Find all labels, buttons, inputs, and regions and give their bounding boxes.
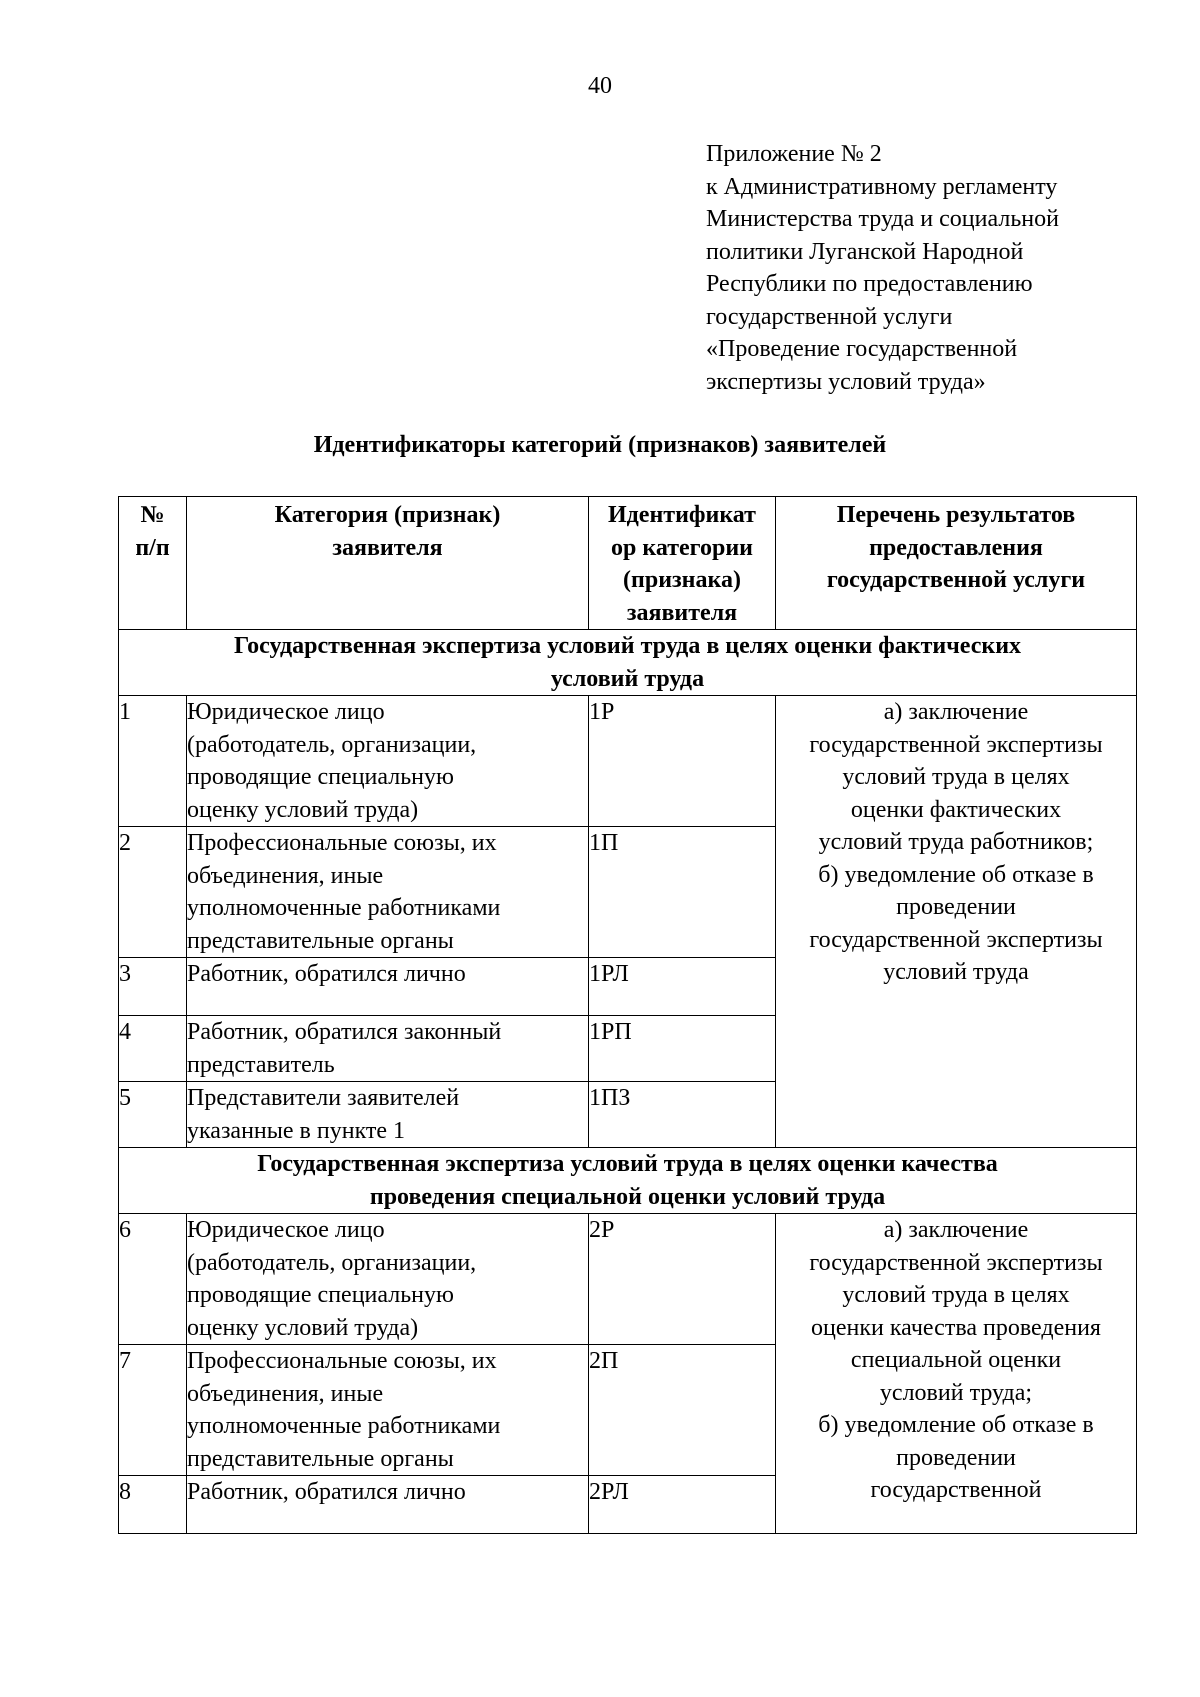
results-line: государственной xyxy=(870,1477,1042,1503)
category-line: Юридическое лицо xyxy=(187,1217,385,1243)
header-category xyxy=(187,497,589,630)
header-results-line: государственной услуги xyxy=(826,567,1086,593)
category-line: (работодатель, организации, xyxy=(187,1249,477,1276)
header-number xyxy=(119,497,187,630)
section-title xyxy=(119,630,1137,696)
section-title xyxy=(119,1148,1137,1214)
category-line: указанные в пункте 1 xyxy=(187,1117,406,1144)
category-line: Работник, обратился лично xyxy=(187,961,466,987)
section-row xyxy=(119,630,1137,696)
row-identifier: 1ПЗ xyxy=(589,1082,776,1148)
section-row xyxy=(119,1148,1137,1214)
header-identifier-line: заявителя xyxy=(626,599,738,626)
row-results xyxy=(776,696,1137,1148)
table-row xyxy=(119,696,1137,827)
appendix-line: Приложение № 2 xyxy=(706,141,882,167)
row-number: 3 xyxy=(119,958,187,1016)
appendix-line: экспертизы условий труда» xyxy=(706,368,986,395)
results-line: оценки качества проведения xyxy=(811,1314,1101,1341)
results-line: проведении xyxy=(896,894,1016,920)
section-title-line: условий труда xyxy=(550,665,705,692)
results-line: условий труда работников; xyxy=(818,829,1094,855)
header-results-line: Перечень результатов xyxy=(836,502,1076,528)
results-line: условий труда; xyxy=(879,1379,1033,1406)
row-number: 4 xyxy=(119,1016,187,1082)
results-line: специальной оценки xyxy=(850,1347,1062,1373)
category-line: оценку условий труда) xyxy=(187,796,419,823)
category-line: Работник, обратился законный xyxy=(187,1019,502,1045)
header-identifier xyxy=(589,497,776,630)
category-line: проводящие специальную xyxy=(187,1282,454,1308)
row-identifier: 1Р xyxy=(589,696,776,827)
category-line: Юридическое лицо xyxy=(187,699,385,725)
header-identifier-line: (признака) xyxy=(623,567,741,593)
row-identifier: 2П xyxy=(589,1345,776,1476)
header-category-line: Категория (признак) xyxy=(274,502,501,528)
row-category xyxy=(187,827,589,958)
row-number: 7 xyxy=(119,1345,187,1476)
header-identifier-line: Идентификат xyxy=(608,502,756,528)
appendix-line: «Проведение государственной xyxy=(706,336,1018,362)
table-header-row xyxy=(119,497,1137,630)
category-line: Работник, обратился лично xyxy=(187,1479,466,1505)
results-line: оценки фактических xyxy=(850,796,1062,823)
category-line: уполномоченные работниками xyxy=(187,895,501,921)
row-category xyxy=(187,1476,589,1534)
results-line: а) заключение xyxy=(883,1217,1029,1243)
results-line: государственной экспертизы xyxy=(809,731,1103,758)
header-results xyxy=(776,497,1137,630)
results-line: государственной экспертизы xyxy=(809,926,1103,953)
category-line: представитель xyxy=(187,1051,335,1078)
row-category xyxy=(187,958,589,1016)
row-identifier: 1РЛ xyxy=(589,958,776,1016)
row-number: 2 xyxy=(119,827,187,958)
results-line: проведении xyxy=(896,1444,1016,1471)
section-title-line: Государственная экспертиза условий труда в целях оценки фактических xyxy=(233,633,1022,659)
category-line: представительные органы xyxy=(187,1445,454,1472)
category-line: (работодатель, организации, xyxy=(187,731,477,758)
table-row xyxy=(119,1214,1137,1345)
appendix-line: государственной услуги xyxy=(706,303,953,330)
category-line: Профессиональные союзы, их xyxy=(187,830,497,856)
category-line: представительные органы xyxy=(187,927,454,954)
header-number-line: п/п xyxy=(135,534,170,561)
document-title: Идентификаторы категорий (признаков) заявителей xyxy=(313,432,887,458)
header-category-line: заявителя xyxy=(332,534,443,561)
page-number: 40 xyxy=(588,73,612,99)
row-results xyxy=(776,1214,1137,1534)
section-title-line: проведения специальной оценки условий труда xyxy=(369,1183,886,1210)
appendix-note xyxy=(706,138,1186,398)
appendix-line: к Административному регламенту xyxy=(706,173,1058,200)
row-number: 5 xyxy=(119,1082,187,1148)
category-line: Представители заявителей xyxy=(187,1085,460,1111)
header-number-line: № xyxy=(140,502,165,528)
results-line: условий труда xyxy=(883,959,1029,985)
appendix-line: Республики по предоставлению xyxy=(706,271,1033,297)
results-line: б) уведомление об отказе в xyxy=(818,861,1094,888)
section-title-line: Государственная экспертиза условий труда в целях оценки качества xyxy=(257,1151,998,1177)
row-number: 6 xyxy=(119,1214,187,1345)
appendix-line: политики Луганской Народной xyxy=(706,238,1024,265)
category-line: объединения, иные xyxy=(187,862,384,889)
results-line: б) уведомление об отказе в xyxy=(818,1412,1094,1438)
results-line: государственной экспертизы xyxy=(809,1249,1103,1276)
results-line: а) заключение xyxy=(883,699,1029,725)
header-results-line: предоставления xyxy=(869,534,1043,561)
row-category xyxy=(187,696,589,827)
category-line: объединения, иные xyxy=(187,1380,384,1407)
results-line: условий труда в целях xyxy=(842,764,1070,790)
category-line: Профессиональные союзы, их xyxy=(187,1348,497,1374)
appendix-line: Министерства труда и социальной xyxy=(706,206,1059,232)
header-identifier-line: ор категории xyxy=(611,534,753,561)
row-identifier: 2РЛ xyxy=(589,1476,776,1534)
row-category xyxy=(187,1016,589,1082)
results-line: условий труда в целях xyxy=(842,1282,1070,1308)
category-line: оценку условий труда) xyxy=(187,1314,419,1341)
category-line: проводящие специальную xyxy=(187,764,454,790)
row-number: 1 xyxy=(119,696,187,827)
row-category xyxy=(187,1082,589,1148)
row-identifier: 2Р xyxy=(589,1214,776,1345)
category-line: уполномоченные работниками xyxy=(187,1413,501,1439)
row-category xyxy=(187,1214,589,1345)
row-category xyxy=(187,1345,589,1476)
row-identifier: 1П xyxy=(589,827,776,958)
row-number: 8 xyxy=(119,1476,187,1534)
identifiers-table xyxy=(118,496,1137,1534)
row-identifier: 1РП xyxy=(589,1016,776,1082)
